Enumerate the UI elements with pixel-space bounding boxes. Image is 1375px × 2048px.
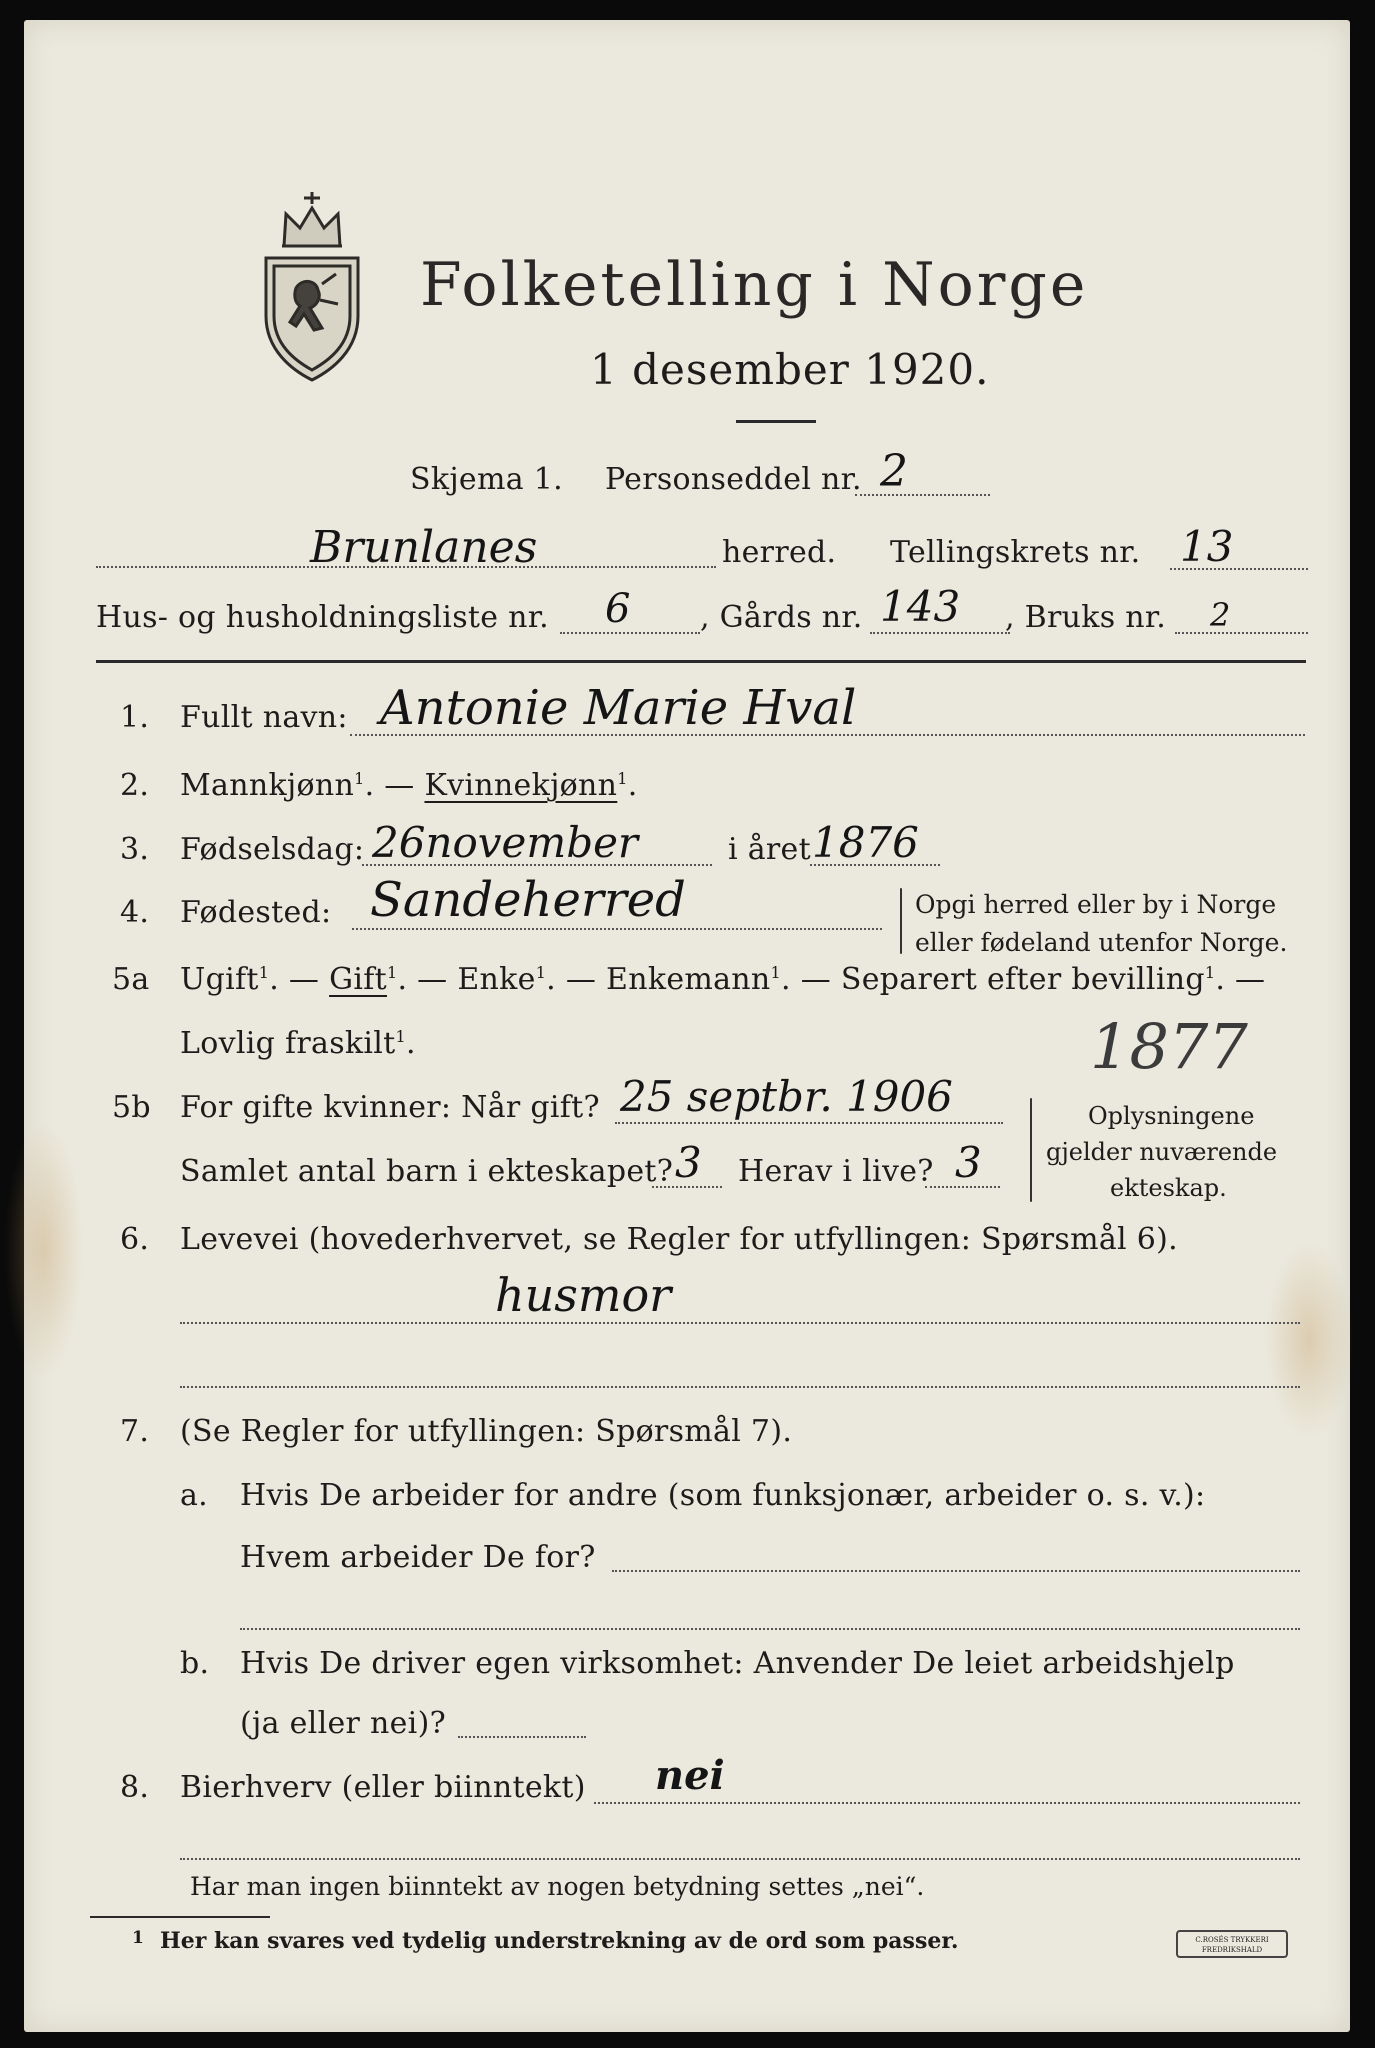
q7b-text: Hvis De driver egen virksomhet: Anvender De leiet arbeidshjelp	[240, 1646, 1235, 1681]
side-income-value[interactable]: nei	[655, 1752, 725, 1799]
q7a-letter: a.	[180, 1478, 209, 1513]
q1-number: 1.	[120, 700, 150, 735]
hus-label: Hus- og husholdningsliste nr.	[96, 600, 549, 635]
herred-value[interactable]: Brunlanes	[310, 522, 538, 573]
q5b-note-line2: gjelder nuværende	[1046, 1138, 1278, 1166]
birthplace-value[interactable]: Sandeherred	[370, 872, 686, 928]
gards-label: , Gårds nr.	[700, 600, 863, 635]
form-title: Folketelling i Norge	[420, 250, 1089, 320]
full-name-value[interactable]: Antonie Marie Hval	[380, 680, 857, 736]
q5b-alive-label: Herav i live?	[738, 1154, 934, 1189]
employer-field[interactable]	[612, 1570, 1300, 1572]
q3-label: Fødselsdag:	[180, 832, 365, 867]
occupation-value[interactable]: husmor	[495, 1268, 672, 1322]
coat-of-arms-icon	[256, 188, 368, 384]
fraskilt-option[interactable]: Lovlig fraskilt$^1$.	[180, 1026, 416, 1061]
q5a-number: 5a	[112, 962, 150, 997]
marriage-date-value[interactable]: 25 septbr. 1906	[620, 1072, 953, 1121]
q2-options: Mannkjønn$^1$. — Kvinnekjønn$^1$.	[180, 768, 638, 803]
q5b-label: For gifte kvinner: Når gift?	[180, 1090, 600, 1125]
male-option[interactable]: Mannkjønn	[180, 768, 355, 803]
q7a-text: Hvis De arbeider for andre (som funksjonær, arbeider o. s. v.):	[240, 1478, 1206, 1513]
q6-number: 6.	[120, 1222, 150, 1257]
schema-label: Skjema 1.	[410, 462, 563, 497]
q7-number: 7.	[120, 1414, 150, 1449]
title-divider	[736, 420, 816, 423]
q5b-note-line1: Oplysningene	[1088, 1102, 1255, 1130]
bruks-label: , Bruks nr.	[1005, 600, 1167, 635]
q3-year-label: i året	[728, 832, 811, 867]
q5b-number: 5b	[112, 1090, 151, 1125]
q8-number: 8.	[120, 1770, 150, 1805]
footnote-mark: 1	[132, 1928, 144, 1948]
form-date: 1 desember 1920.	[590, 345, 990, 394]
q6-label: Levevei (hovederhvervet, se Regler for utfyllingen: Spørsmål 6).	[180, 1222, 1178, 1257]
q7-label: (Se Regler for utfyllingen: Spørsmål 7).	[180, 1414, 793, 1449]
q5a-options: Ugift$^1$. — Gift$^1$. — Enke$^1$. — Enkemann$^1$. — Separert efter bevilling$^1$. —	[180, 962, 1266, 997]
q7a-sub-label: Hvem arbeider De for?	[240, 1540, 596, 1575]
herred-label: herred.	[722, 535, 837, 570]
gift-option-selected[interactable]: Gift	[329, 962, 387, 997]
footnote-text: Her kan svares ved tydelig understrekning av de ord som passer.	[160, 1928, 959, 1954]
bruks-value[interactable]: 2	[1210, 596, 1231, 634]
tellingskrets-label: Tellingskrets nr.	[890, 535, 1141, 570]
q7b-sub-label: (ja eller nei)?	[240, 1706, 446, 1741]
q4-note-line2: eller fødeland utenfor Norge.	[915, 928, 1288, 957]
gards-value[interactable]: 143	[880, 582, 961, 631]
q5b-note-line3: ekteskap.	[1110, 1174, 1227, 1202]
q4-note-line1: Opgi herred eller by i Norge	[915, 890, 1277, 919]
children-alive-value[interactable]: 3	[955, 1138, 982, 1187]
birthday-value[interactable]: 26november	[372, 818, 639, 867]
children-count-value[interactable]: 3	[675, 1138, 702, 1187]
footer-note: Har man ingen biinntekt av nogen betydning settes „nei“.	[190, 1872, 925, 1901]
q3-number: 3.	[120, 832, 150, 867]
female-option-selected[interactable]: Kvinnekjønn	[424, 768, 618, 803]
q4-label: Fødested:	[180, 895, 332, 930]
separert-option[interactable]: Separert efter bevilling	[840, 962, 1205, 997]
footnote-divider	[90, 1916, 270, 1918]
q1-label: Fullt navn:	[180, 700, 348, 735]
q2-number: 2.	[120, 768, 150, 803]
tellingskrets-value[interactable]: 13	[1180, 522, 1234, 571]
ugift-option[interactable]: Ugift	[180, 962, 259, 997]
section-divider	[96, 660, 1306, 663]
hired-help-field[interactable]	[458, 1736, 586, 1738]
q7b-letter: b.	[180, 1646, 210, 1681]
personseddel-label: Personseddel nr.	[605, 462, 862, 497]
enkemann-option[interactable]: Enkemann	[606, 962, 771, 997]
birth-year-value[interactable]: 1876	[812, 818, 919, 867]
q8-label: Bierhverv (eller biinntekt)	[180, 1770, 586, 1805]
q5b-children-label: Samlet antal barn i ekteskapet?	[180, 1154, 674, 1189]
printer-stamp: C.ROSÉS TRYKKERI FREDRIKSHALD	[1176, 1930, 1288, 1958]
hus-value[interactable]: 6	[605, 586, 631, 632]
enke-option[interactable]: Enke	[457, 962, 536, 997]
margin-annotation: 1877	[1090, 1010, 1248, 1083]
personseddel-value[interactable]: 2	[880, 446, 908, 497]
q4-number: 4.	[120, 895, 150, 930]
